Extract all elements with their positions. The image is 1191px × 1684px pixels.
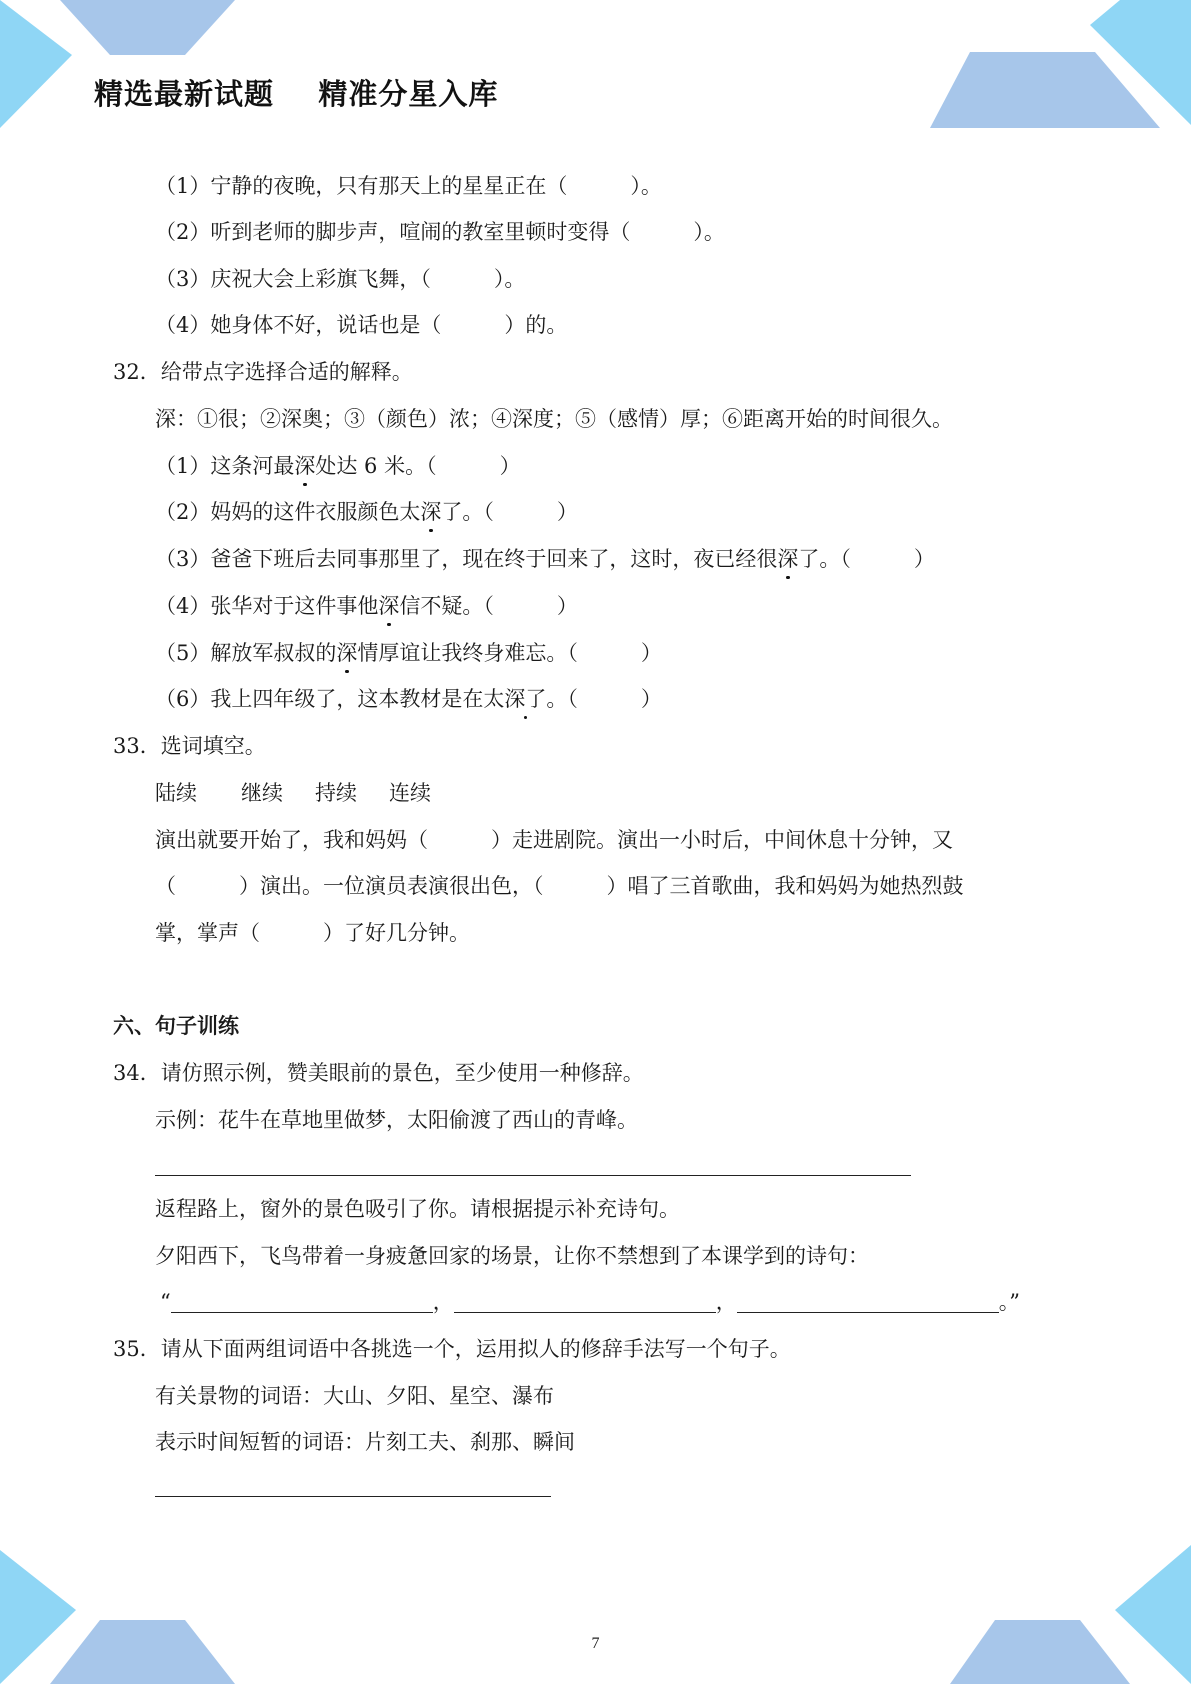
q31-item-4: （4）她身体不好，说话也是（ ）的。 bbox=[155, 313, 568, 337]
q32-item-4-text-before: （4）张华对于这件事他 bbox=[155, 594, 379, 618]
q32-item-3-dotted-char: 深 bbox=[777, 544, 798, 574]
q35-scenery-words: 有关景物的词语：大山、夕阳、星空、瀑布 bbox=[155, 1384, 554, 1408]
q32-item-3-text-before: （3）爸爸下班后去同事那里了，现在终于回来了，这时，夜已经很 bbox=[155, 547, 778, 571]
q32-definitions: 深：①很；②深奥；③（颜色）浓；④深度；⑤（感情）厚；⑥距离开始的时间很久。 bbox=[155, 407, 953, 431]
q33-passage-line-1: 演出就要开始了，我和妈妈（ ）走进剧院。演出一小时后，中间休息十分钟，又 bbox=[155, 828, 953, 852]
q32-item-4 bbox=[155, 591, 578, 621]
q32-stem: 32．给带点字选择合适的解释。 bbox=[113, 360, 413, 384]
q32-item-6 bbox=[155, 684, 662, 714]
q32-item-1-dotted-char: 深 bbox=[294, 451, 315, 481]
q33-stem: 33．选词填空。 bbox=[113, 734, 266, 758]
q32-item-5-text-before: （5）解放军叔叔的 bbox=[155, 641, 337, 665]
q32-item-1-text-after: 处达 6 米。（ ） bbox=[315, 454, 521, 478]
q34-poem-blank-2[interactable] bbox=[454, 1290, 716, 1313]
q33-passage-line-3: 掌，掌声（ ）了好几分钟。 bbox=[155, 921, 470, 945]
page-number: 7 bbox=[591, 1635, 600, 1652]
q34-quote-open: “ bbox=[160, 1290, 171, 1314]
section-6-heading: 六、句子训练 bbox=[113, 1014, 239, 1038]
q32-item-1 bbox=[155, 451, 521, 481]
q34-stem: 34．请仿照示例，赞美眼前的景色，至少使用一种修辞。 bbox=[113, 1061, 644, 1085]
q33-word-bank bbox=[155, 778, 431, 808]
q34-prompt-2: 夕阳西下，飞鸟带着一身疲惫回家的场景，让你不禁想到了本课学到的诗句： bbox=[155, 1244, 869, 1268]
top-right-decoration bbox=[930, 0, 1191, 130]
page-header-title: 精选最新试题 精准分星入库 bbox=[94, 77, 499, 111]
q34-answer-line[interactable] bbox=[155, 1175, 911, 1176]
q33-word-4: 连续 bbox=[389, 781, 431, 805]
q32-item-6-dotted-char: 深了 bbox=[504, 684, 546, 714]
q32-item-2-text-after: 了。（ ） bbox=[441, 500, 578, 524]
q34-example: 示例：花牛在草地里做梦，太阳偷渡了西山的青峰。 bbox=[155, 1108, 638, 1132]
q32-item-2-dotted-char: 深 bbox=[420, 497, 441, 527]
q33-word-2: 继续 bbox=[241, 781, 283, 805]
q34-poem-blank-1[interactable] bbox=[171, 1290, 433, 1313]
q34-poem-blanks bbox=[160, 1287, 1020, 1317]
q35-time-words: 表示时间短暂的词语：片刻工夫、刹那、瞬间 bbox=[155, 1430, 575, 1454]
q34-quote-close: 。” bbox=[998, 1290, 1020, 1314]
q33-word-1: 陆续 bbox=[155, 781, 197, 805]
q31-item-2: （2）听到老师的脚步声，喧闹的教室里顿时变得（ ）。 bbox=[155, 220, 725, 244]
q35-answer-line[interactable] bbox=[155, 1496, 551, 1497]
q32-item-3-text-after: 了。（ ） bbox=[798, 547, 935, 571]
q32-item-5 bbox=[155, 638, 662, 668]
q34-prompt-1: 返程路上，窗外的景色吸引了你。请根据提示补充诗句。 bbox=[155, 1197, 680, 1221]
q35-stem: 35．请从下面两组词语中各挑选一个，运用拟人的修辞手法写一个句子。 bbox=[113, 1337, 791, 1361]
q32-item-4-dotted-char: 深 bbox=[378, 591, 399, 621]
q32-item-4-text-after: 信不疑。（ ） bbox=[399, 594, 578, 618]
q33-word-3: 持续 bbox=[315, 781, 357, 805]
q32-item-2 bbox=[155, 497, 578, 527]
q33-passage-line-2: （ ）演出。一位演员表演很出色，（ ）唱了三首歌曲，我和妈妈为她热烈鼓 bbox=[155, 874, 964, 898]
q31-item-3: （3）庆祝大会上彩旗飞舞，（ ）。 bbox=[155, 267, 526, 291]
q34-poem-blank-3[interactable] bbox=[737, 1290, 999, 1313]
q34-comma-1: ， bbox=[432, 1290, 454, 1314]
q34-comma-2: ， bbox=[715, 1290, 737, 1314]
q32-item-6-text-after: 。（ ） bbox=[546, 687, 662, 711]
q32-item-5-text-after: 情厚谊让我终身难忘。（ ） bbox=[357, 641, 662, 665]
q31-item-1: （1）宁静的夜晚，只有那天上的星星正在（ ）。 bbox=[155, 174, 662, 198]
q32-item-3 bbox=[155, 544, 935, 574]
q32-item-1-text-before: （1）这条河最 bbox=[155, 454, 295, 478]
bottom-left-decoration bbox=[0, 1540, 240, 1684]
q32-item-2-text-before: （2）妈妈的这件衣服颜色太 bbox=[155, 500, 421, 524]
q32-item-6-text-before: （6）我上四年级了，这本教材是在太 bbox=[155, 687, 505, 711]
bottom-right-decoration bbox=[950, 1540, 1191, 1684]
q32-item-5-dotted-char: 深 bbox=[336, 638, 357, 668]
